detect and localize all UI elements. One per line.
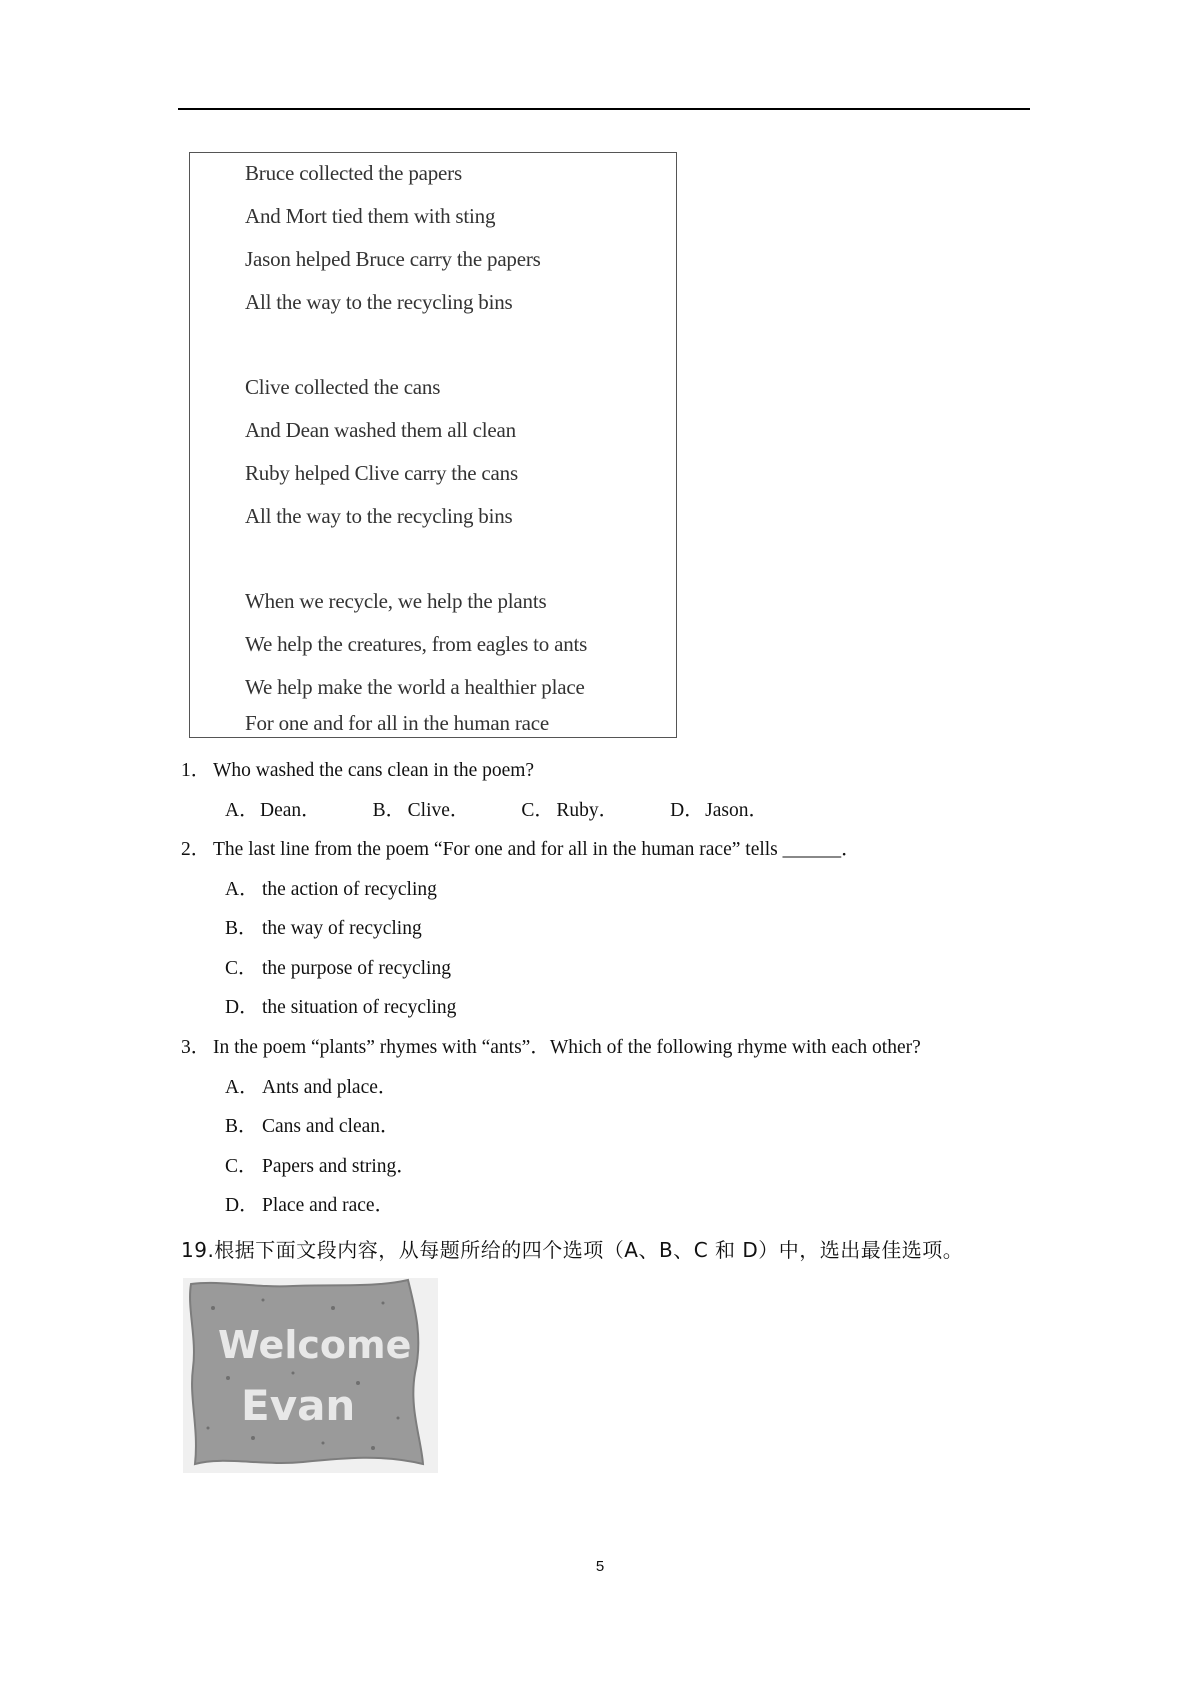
option-text: the action of recycling: [262, 879, 437, 900]
poem-line: For one and for all in the human race: [245, 711, 549, 735]
poem-box: [189, 152, 677, 738]
option-letter: D．: [670, 800, 704, 821]
option-a[interactable]: [225, 1071, 397, 1099]
option-d[interactable]: [225, 991, 456, 1019]
poem-line: And Mort tied them with sting: [245, 204, 496, 228]
option-text: the way of recycling: [262, 918, 422, 939]
question-text: The last line from the poem “For one and for all in the human race” tells ______．: [213, 839, 861, 860]
option-letter: A．: [225, 800, 259, 821]
option-c[interactable]: [521, 794, 618, 822]
option-text: Clive．: [407, 800, 470, 821]
poem-line: All the way to the recycling bins: [245, 290, 513, 314]
option-b[interactable]: [373, 794, 470, 822]
poem-line: Bruce collected the papers: [245, 161, 462, 185]
option-letter: D．: [225, 997, 259, 1018]
header-rule: [178, 108, 1030, 110]
option-text: Ants and place．: [262, 1077, 398, 1098]
option-text: Place and race．: [262, 1195, 395, 1216]
option-a[interactable]: [225, 873, 437, 901]
option-text: the situation of recycling: [262, 997, 457, 1018]
option-text: Papers and string．: [262, 1156, 416, 1177]
poem-line: Ruby helped Clive carry the cans: [245, 461, 518, 485]
poem-line: Clive collected the cans: [245, 375, 441, 399]
option-d[interactable]: [670, 794, 768, 822]
option-text: Jason．: [705, 800, 769, 821]
welcome-banner-image: [183, 1278, 438, 1473]
question-number: 3．: [181, 1037, 211, 1058]
option-text: Cans and clean．: [262, 1116, 400, 1137]
section-19-instruction: 19.根据下面文段内容，从每题所给的四个选项（A、B、C 和 D）中，选出最佳选项。: [181, 1238, 964, 1262]
option-b[interactable]: [225, 912, 422, 940]
welcome-text: Welcome: [218, 1323, 412, 1367]
option-letter: D．: [225, 1195, 259, 1216]
poem-line: Jason helped Bruce carry the papers: [245, 247, 541, 271]
evan-text: Evan: [241, 1381, 356, 1430]
poem-line: And Dean washed them all clean: [245, 418, 516, 442]
option-b[interactable]: [225, 1110, 400, 1138]
question-number: 1．: [181, 760, 211, 781]
option-letter: C．: [225, 958, 258, 979]
question-text: In the poem “plants” rhymes with “ants”．Which of the following rhyme with each other?: [213, 1037, 921, 1058]
option-letter: A．: [225, 879, 259, 900]
question-number: 2．: [181, 839, 211, 860]
question-1-options: [225, 794, 820, 822]
option-a[interactable]: [225, 794, 321, 822]
option-c[interactable]: [225, 952, 451, 980]
question-3: [181, 1031, 921, 1059]
option-d[interactable]: [225, 1189, 394, 1217]
poem-line: When we recycle, we help the plants: [245, 589, 547, 613]
question-1: [181, 754, 534, 782]
option-letter: C．: [225, 1156, 258, 1177]
option-letter: C．: [521, 800, 554, 821]
page-number: 5: [595, 1558, 605, 1575]
option-c[interactable]: [225, 1150, 416, 1178]
poem-line: We help make the world a healthier place: [245, 675, 585, 699]
option-text: the purpose of recycling: [262, 958, 451, 979]
option-letter: B．: [225, 1116, 258, 1137]
poem-line: We help the creatures, from eagles to ants: [245, 632, 588, 656]
option-letter: B．: [372, 800, 406, 821]
option-letter: B．: [225, 918, 258, 939]
question-2: [181, 833, 861, 861]
option-letter: A．: [225, 1077, 259, 1098]
option-text: Ruby．: [556, 800, 619, 821]
cloth-shape: [190, 1280, 423, 1464]
option-text: Dean．: [260, 800, 321, 821]
question-text: Who washed the cans clean in the poem?: [213, 760, 535, 781]
poem-line: All the way to the recycling bins: [245, 504, 513, 528]
